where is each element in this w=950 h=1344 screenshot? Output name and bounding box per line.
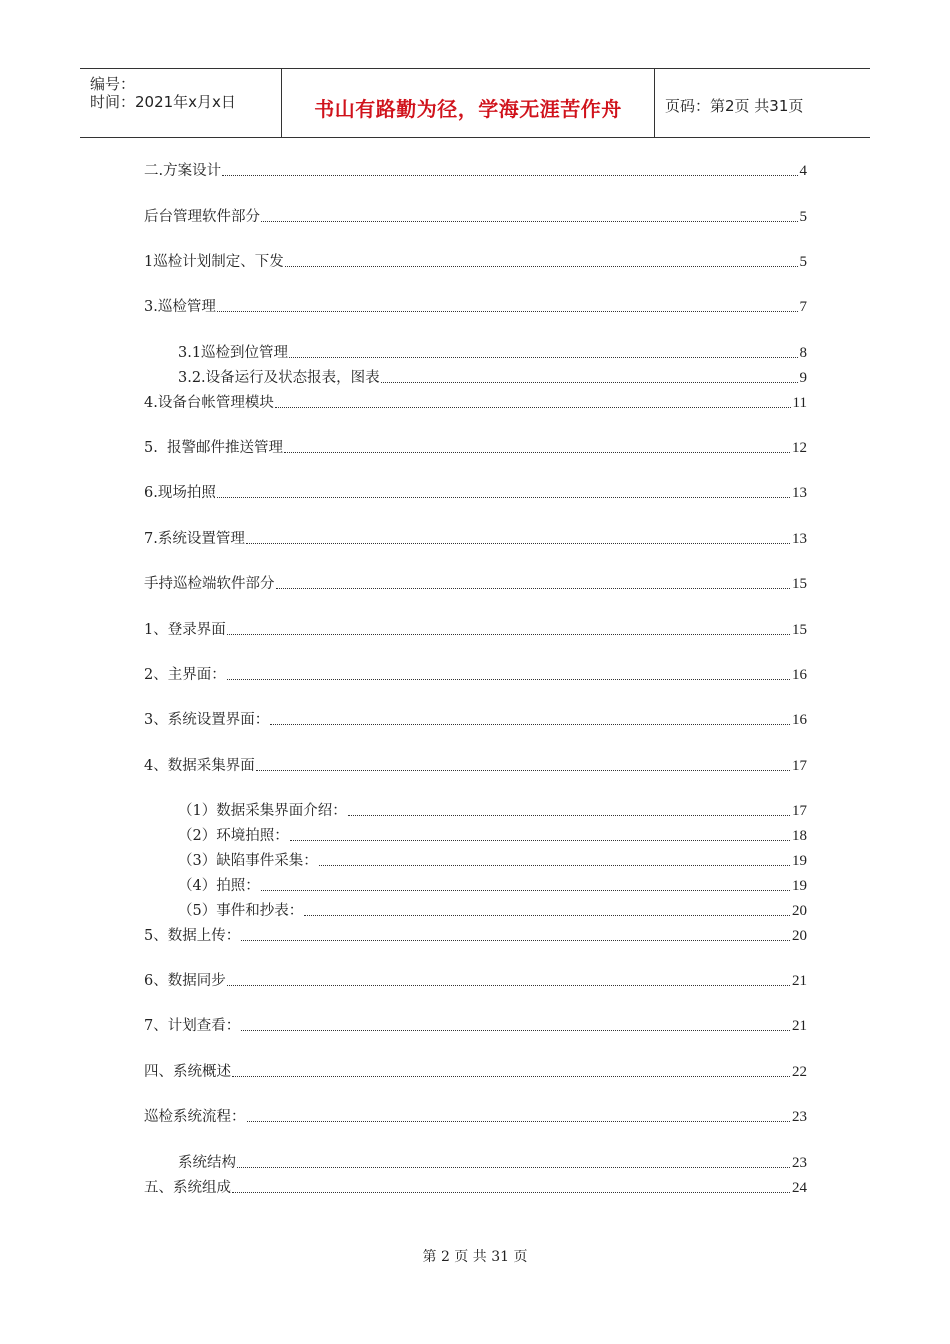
toc-entry-title: 4、数据采集界面 [144,758,255,774]
toc-entry-title: 2、主界面： [144,667,226,683]
toc-entry[interactable] [178,901,807,921]
toc-entry[interactable] [144,971,807,991]
toc-leader-dots [227,984,790,986]
toc-leader-dots [232,1191,790,1193]
toc-leader-dots [241,1029,790,1031]
toc-entry-page: 20 [792,903,807,919]
toc-entry[interactable] [144,756,807,776]
toc-entry-title: （3）缺陷事件采集： [178,853,318,869]
page-footer: 第 2 页 共 31 页 [422,1249,528,1265]
toc-entry-page: 24 [792,1180,807,1196]
toc-entry[interactable] [144,926,807,946]
toc-entry-page: 17 [792,758,807,774]
toc-entry-page: 21 [792,1018,807,1034]
toc-entry[interactable] [144,1016,807,1036]
header-motto-cell [282,69,655,137]
toc-entry-title: 3.1巡检到位管理 [178,345,289,361]
toc-leader-dots [246,542,790,544]
toc-entry-title: （2）环境拍照： [178,828,289,844]
toc-entry-title: 五、系统组成 [144,1180,231,1196]
toc-entry-page: 5 [799,209,807,225]
page-header [80,68,870,138]
toc-entry-title: 5、数据上传： [144,928,241,944]
toc-entry-title: 6、数据同步 [144,973,226,989]
toc-entry-page: 19 [792,853,807,869]
toc-leader-dots [227,678,790,680]
toc-leader-dots [237,1166,790,1168]
toc-entry-page: 23 [792,1155,807,1171]
toc-entry-title: 1、登录界面 [144,622,226,638]
toc-entry-page: 5 [799,254,807,270]
toc-entry-title: 巡检系统流程： [144,1109,246,1125]
toc-entry[interactable] [144,665,807,685]
toc-leader-dots [319,864,790,866]
header-meta-cell [80,69,282,137]
toc-leader-dots [284,451,790,453]
toc-entry-title: 7.系统设置管理 [144,531,245,547]
toc-entry[interactable] [144,207,807,227]
toc-leader-dots [217,496,790,498]
toc-entry-page: 20 [792,928,807,944]
toc-entry-page: 21 [792,973,807,989]
toc-leader-dots [256,769,790,771]
toc-entry-page: 23 [792,1109,807,1125]
toc-entry-title: 1巡检计划制定、下发 [144,254,284,270]
toc-entry-title: 后台管理软件部分 [144,209,260,225]
toc-entry[interactable] [144,252,807,272]
toc-leader-dots [241,939,790,941]
toc-leader-dots [285,265,798,267]
toc-entry[interactable] [144,1062,807,1082]
toc-entry-title: 6.现场拍照 [144,485,216,501]
toc-entry[interactable] [144,574,807,594]
toc-entry-page: 9 [799,370,807,386]
header-page-info: 页码：第2页 共31页 [665,97,804,115]
header-page-cell [655,69,870,137]
toc-leader-dots [247,1120,791,1122]
toc-entry-title: （5）事件和抄表： [178,903,304,919]
toc-entry-title: 3、系统设置界面： [144,712,270,728]
toc-entry[interactable] [178,826,807,846]
toc-entry[interactable] [178,876,807,896]
toc-entry-page: 17 [792,803,807,819]
toc-entry[interactable] [144,1107,807,1127]
toc-leader-dots [270,723,790,725]
toc-entry-page: 19 [792,878,807,894]
header-motto: 书山有路勤为径，学海无涯苦作舟 [314,97,622,121]
toc-entry-title: 4.设备台帐管理模块 [144,395,274,411]
toc-leader-dots [289,356,797,358]
toc-entry[interactable] [178,368,807,388]
toc-entry-page: 16 [792,712,807,728]
toc-entry[interactable] [178,801,807,821]
toc-entry[interactable] [178,1153,807,1173]
toc-entry[interactable] [144,438,807,458]
toc-leader-dots [222,174,797,176]
toc-entry-page: 15 [792,576,807,592]
document-number-label: 编号： [90,75,136,93]
toc-entry-title: （1）数据采集界面介绍： [178,803,347,819]
toc-entry-title: 7、计划查看： [144,1018,241,1034]
toc-entry[interactable] [144,393,807,413]
toc-leader-dots [348,814,790,816]
toc-entry[interactable] [144,1178,807,1198]
toc-leader-dots [261,889,790,891]
toc-entry-title: 3.2.设备运行及状态报表，图表 [178,370,380,386]
toc-leader-dots [276,587,791,589]
toc-leader-dots [232,1075,790,1077]
toc-leader-dots [227,633,790,635]
toc-entry[interactable] [178,851,807,871]
toc-entry-page: 12 [792,440,807,456]
toc-entry-page: 13 [792,531,807,547]
toc-entry-title: 系统结构 [178,1155,236,1171]
toc-entry-title: 手持巡检端软件部分 [144,576,275,592]
toc-leader-dots [261,220,798,222]
toc-entry[interactable] [144,161,807,181]
toc-entry-page: 7 [799,299,807,315]
toc-entry[interactable] [178,343,807,363]
toc-leader-dots [217,310,798,312]
toc-entry-page: 4 [799,163,807,179]
toc-entry[interactable] [144,483,807,503]
toc-entry[interactable] [144,620,807,640]
toc-leader-dots [275,406,791,408]
toc-leader-dots [381,381,798,383]
toc-entry[interactable] [144,297,807,317]
toc-entry-page: 11 [792,395,807,411]
toc-entry[interactable] [144,529,807,549]
toc-entry-page: 15 [792,622,807,638]
toc-entry-title: 二.方案设计 [144,163,222,179]
toc-entry-title: 四、系统概述 [144,1064,231,1080]
toc-leader-dots [304,914,790,916]
toc-entry-page: 16 [792,667,807,683]
toc-entry-page: 18 [792,828,807,844]
toc-entry-page: 13 [792,485,807,501]
toc-entry-page: 22 [792,1064,807,1080]
toc-leader-dots [290,839,790,841]
toc-entry[interactable] [144,710,807,730]
document-date: 时间：2021年x月x日 [90,93,236,111]
toc-entry-title: 3.巡检管理 [144,299,216,315]
toc-entry-title: （4）拍照： [178,878,260,894]
toc-entry-page: 8 [799,345,807,361]
toc-entry-title: 5. 报警邮件推送管理 [144,440,284,456]
